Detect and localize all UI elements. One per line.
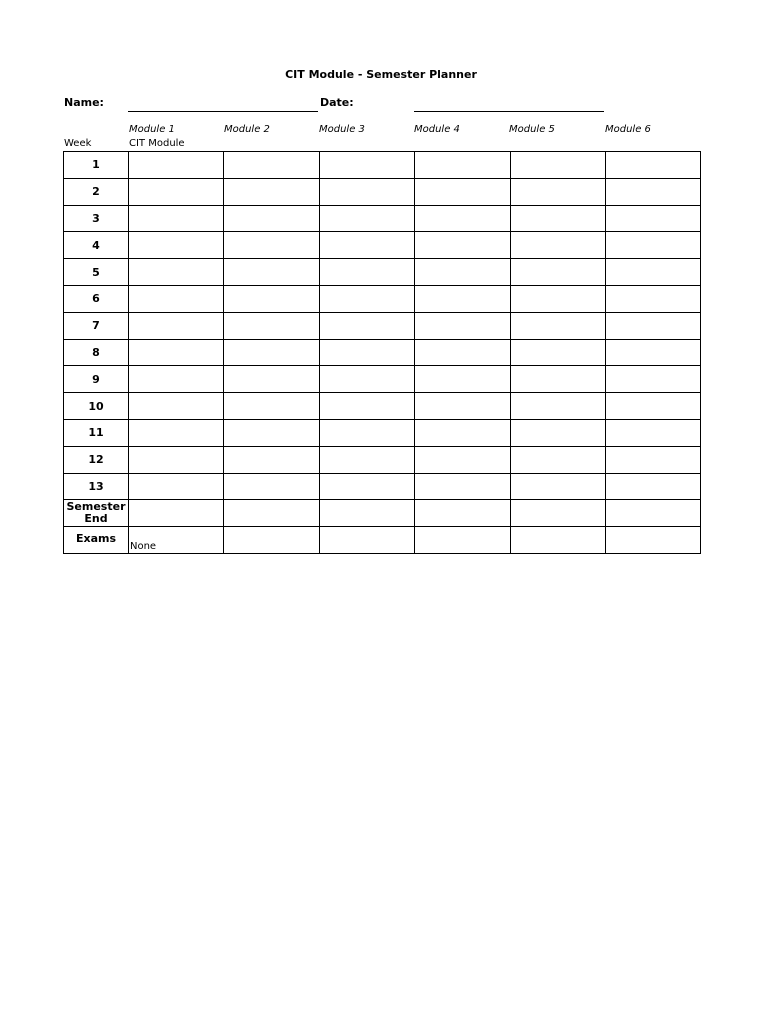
module-cell [319,285,414,312]
module-3-header: Module 3 [319,124,365,135]
module-cell [510,232,605,259]
module-cell [510,527,605,554]
table-row [64,473,701,500]
module-cell [224,500,319,527]
module-cell [415,339,510,366]
module-cell [224,259,319,286]
module-cell [129,178,224,205]
module-cell [605,152,700,179]
module-5-header: Module 5 [509,124,555,135]
week-number: 3 [64,205,129,232]
module-cell [129,500,224,527]
table-row [64,500,701,527]
module-cell [415,500,510,527]
module-cell [605,205,700,232]
module-cell [224,232,319,259]
module-cell [605,285,700,312]
module-cell [510,152,605,179]
module-cell [129,152,224,179]
module-cell [415,473,510,500]
module-cell [319,393,414,420]
module-cell [415,393,510,420]
module-cell [224,285,319,312]
semester-end-line-2: End [84,512,108,526]
table-row [64,339,701,366]
module-cell [319,205,414,232]
week-column-label: Week [64,138,92,149]
table-row [64,419,701,446]
module-cell [129,527,224,554]
week-number: 9 [64,366,129,393]
module-cell [415,205,510,232]
module-cell [510,285,605,312]
module-cell [605,446,700,473]
module-cell [510,419,605,446]
module-cell [510,366,605,393]
module-2-header: Module 2 [224,124,270,135]
module-cell [415,259,510,286]
module-cell [129,366,224,393]
module-cell [129,446,224,473]
week-number: 8 [64,339,129,366]
week-number: 13 [64,473,129,500]
date-field-line [414,111,604,112]
module-4-header: Module 4 [414,124,460,135]
module-cell [415,366,510,393]
module-cell [319,312,414,339]
table-row [64,178,701,205]
planner-grid [63,151,701,554]
module-cell [129,285,224,312]
module-cell [224,419,319,446]
semester-end-line-1: Semester [66,500,126,514]
module-cell [510,312,605,339]
week-number: 7 [64,312,129,339]
module-cell [319,500,414,527]
exams-module-1-value: None [130,541,157,553]
module-cell [319,446,414,473]
table-row [64,205,701,232]
week-number: 2 [64,178,129,205]
module-cell [605,473,700,500]
module-cell [319,473,414,500]
module-cell [319,419,414,446]
module-cell [605,527,700,554]
module-cell [415,285,510,312]
week-number: 1 [64,152,129,179]
week-number: 12 [64,446,129,473]
module-cell [415,152,510,179]
module-cell [510,339,605,366]
table-row [64,366,701,393]
module-1-subtitle: CIT Module [129,138,185,149]
module-1-header: Module 1 [129,124,175,135]
module-cell [129,259,224,286]
module-cell [129,232,224,259]
semester-end-label [64,500,129,527]
week-number: 4 [64,232,129,259]
module-cell [129,393,224,420]
module-cell [605,419,700,446]
module-cell [224,152,319,179]
module-cell [605,500,700,527]
module-cell [415,446,510,473]
module-cell [415,527,510,554]
module-cell [510,393,605,420]
name-field-line [128,111,318,112]
table-row [64,446,701,473]
module-cell [129,205,224,232]
module-cell [415,232,510,259]
module-cell [224,393,319,420]
week-number: 6 [64,285,129,312]
module-cell [605,366,700,393]
module-cell [605,312,700,339]
table-row [64,152,701,179]
module-cell [129,473,224,500]
module-cell [319,366,414,393]
module-cell [319,259,414,286]
module-cell [129,312,224,339]
table-row [64,232,701,259]
table-row [64,285,701,312]
module-cell [224,205,319,232]
module-cell [415,312,510,339]
module-cell [319,232,414,259]
module-cell [605,393,700,420]
module-cell [510,500,605,527]
module-cell [415,419,510,446]
module-cell [605,232,700,259]
date-label: Date: [320,96,354,109]
module-cell [510,259,605,286]
module-cell [510,473,605,500]
module-cell [605,178,700,205]
week-number: 5 [64,259,129,286]
week-number: 10 [64,393,129,420]
module-cell [224,446,319,473]
week-number: 11 [64,419,129,446]
exams-label: Exams [64,527,129,554]
module-cell [224,339,319,366]
module-cell [224,473,319,500]
module-cell [415,178,510,205]
module-cell [224,312,319,339]
module-cell [129,339,224,366]
module-cell [510,178,605,205]
name-label: Name: [64,96,104,109]
document-title: CIT Module - Semester Planner [285,68,477,81]
module-cell [319,527,414,554]
module-cell [224,178,319,205]
module-cell [319,152,414,179]
table-row [64,393,701,420]
module-cell [510,446,605,473]
module-cell [319,178,414,205]
module-cell [510,205,605,232]
table-row [64,259,701,286]
module-cell [319,339,414,366]
module-cell [224,366,319,393]
table-row [64,527,701,554]
module-cell [605,339,700,366]
module-cell [129,419,224,446]
table-row [64,312,701,339]
module-cell [224,527,319,554]
module-cell [605,259,700,286]
module-6-header: Module 6 [605,124,651,135]
